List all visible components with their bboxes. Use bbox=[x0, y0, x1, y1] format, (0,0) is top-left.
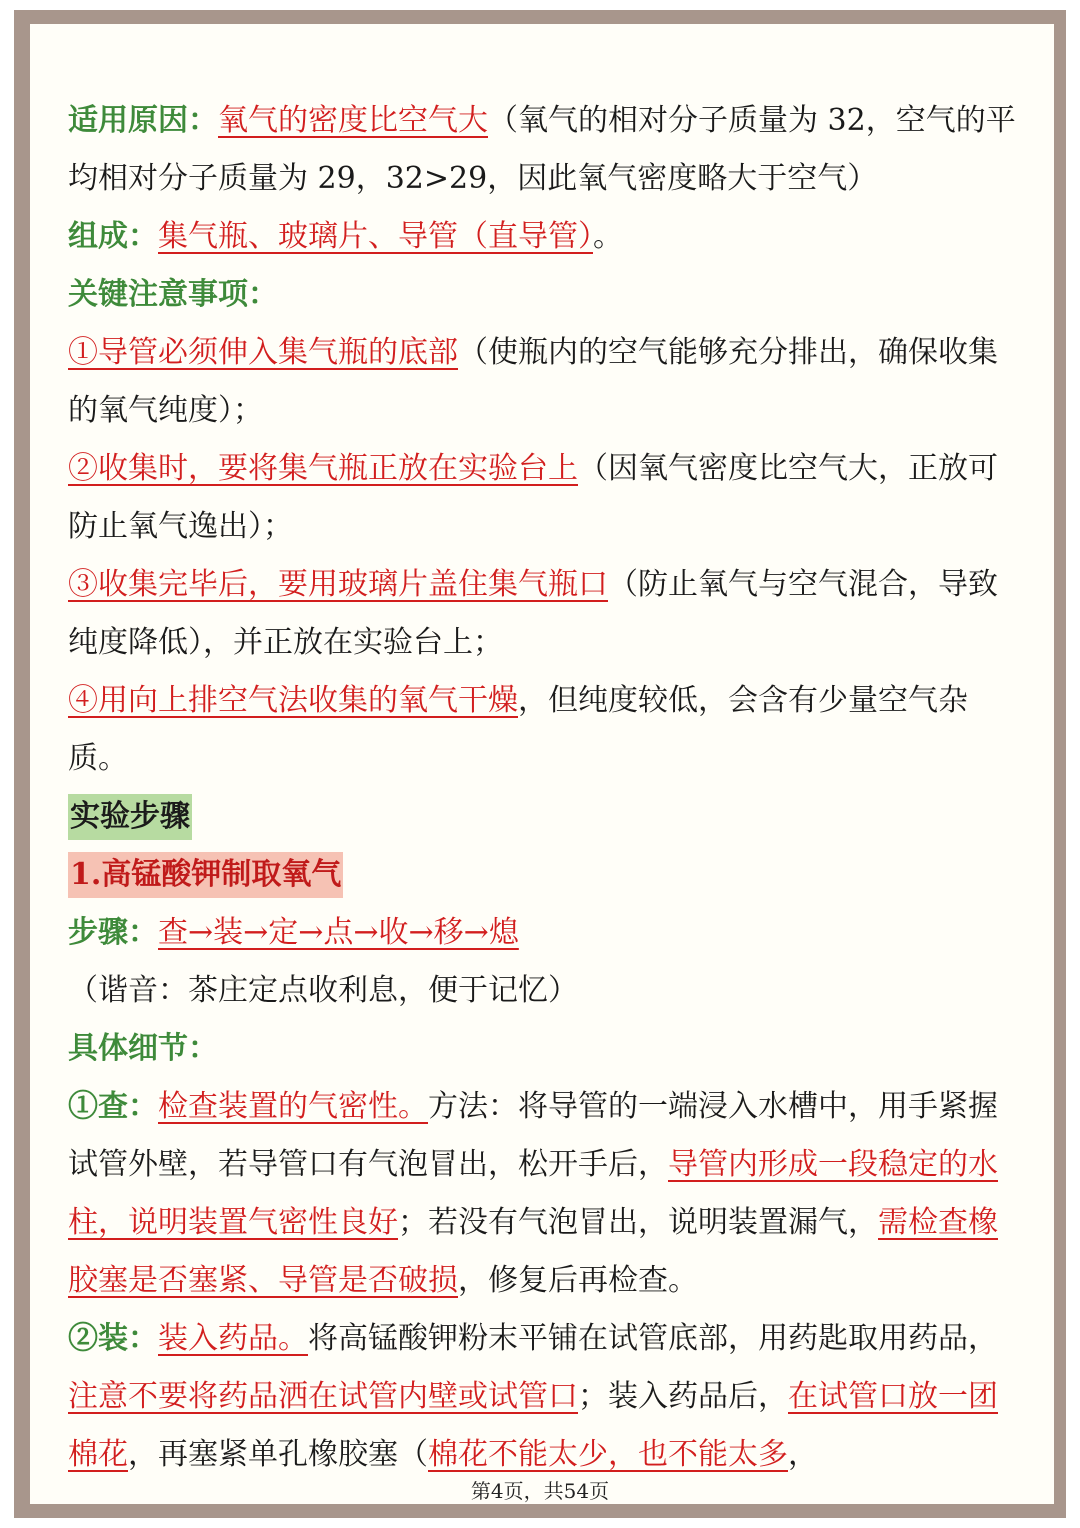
body-text: 将高锰酸钾粉末平铺在试管底部，用药匙取用药品， bbox=[308, 1321, 998, 1356]
page-footer: 第4页，共54页 bbox=[470, 1479, 610, 1503]
key-point: 氧气的密度比空气大 bbox=[218, 103, 488, 138]
body-text: ；装入药品后， bbox=[578, 1379, 788, 1414]
key-point: 注意不要将药品洒在试管内壁或试管口 bbox=[68, 1379, 578, 1414]
document-page bbox=[30, 24, 1054, 1504]
key-point: 在试管口放一团棉花 bbox=[68, 1379, 998, 1472]
key-point: ③收集完毕后，要用玻璃片盖住集气瓶口 bbox=[68, 567, 608, 602]
note-item-2 bbox=[68, 440, 1018, 556]
paragraph-details bbox=[68, 1020, 1018, 1078]
label-load: ②装： bbox=[68, 1321, 158, 1356]
body-text: ，再塞紧单孔橡胶塞（ bbox=[128, 1437, 428, 1472]
body-text: ， bbox=[788, 1437, 818, 1472]
key-point: 检查装置的气密性。 bbox=[158, 1089, 428, 1124]
document-body bbox=[68, 92, 1018, 1484]
section-heading-wrap bbox=[68, 788, 1018, 846]
body-text: （使瓶内的空气能够充分排出，确保收集的氧气纯度）； bbox=[68, 335, 998, 428]
body-text: 。 bbox=[593, 219, 623, 254]
page-frame bbox=[14, 10, 1066, 1518]
key-point: 集气瓶、玻璃片、导管（直导管） bbox=[158, 219, 593, 254]
label-check: ①查： bbox=[68, 1089, 158, 1124]
note-item-4 bbox=[68, 672, 1018, 788]
key-point: 查→装→定→点→收→移→熄 bbox=[158, 915, 519, 950]
body-text: （因氧气密度比空气大，正放可防止氧气逸出）； bbox=[68, 451, 998, 544]
note-item-1 bbox=[68, 324, 1018, 440]
body-text: （谐音：茶庄定点收利息，便于记忆） bbox=[68, 973, 578, 1008]
key-point: 需检查橡胶塞是否塞紧、导管是否破损 bbox=[68, 1205, 998, 1298]
key-point: ①导管必须伸入集气瓶的底部 bbox=[68, 335, 458, 370]
key-point: ④用向上排空气法收集的氧气干燥 bbox=[68, 683, 518, 718]
detail-load bbox=[68, 1310, 1018, 1484]
note-item-3 bbox=[68, 556, 1018, 672]
key-point: 导管内形成一段稳定的水柱，说明装置气密性良好 bbox=[68, 1147, 998, 1240]
body-text: ，但纯度较低，会含有少量空气杂质。 bbox=[68, 683, 968, 776]
label-reason: 适用原因： bbox=[68, 103, 218, 138]
detail-check bbox=[68, 1078, 1018, 1310]
key-point: 棉花不能太少，也不能太多 bbox=[428, 1437, 788, 1472]
key-point: 装入药品。 bbox=[158, 1321, 308, 1356]
section-heading: 实验步骤 bbox=[68, 794, 192, 840]
paragraph-key-notes bbox=[68, 266, 1018, 324]
label-steps: 步骤： bbox=[68, 915, 158, 950]
body-text: 方法：将导管的一端浸入水槽中，用手紧握试管外壁，若导管口有气泡冒出，松开手后， bbox=[68, 1089, 998, 1182]
key-point: ②收集时，要将集气瓶正放在实验台上 bbox=[68, 451, 578, 486]
label-key-notes: 关键注意事项： bbox=[68, 277, 278, 312]
body-text: （氧气的相对分子质量为 32，空气的平均相对分子质量为 29，32>29，因此氧气密度略大于空气） bbox=[68, 103, 1016, 196]
paragraph-composition bbox=[68, 208, 1018, 266]
body-text: ；若没有气泡冒出，说明装置漏气， bbox=[398, 1205, 878, 1240]
body-text: ，修复后再检查。 bbox=[458, 1263, 698, 1298]
label-details: 具体细节： bbox=[68, 1031, 218, 1066]
label-composition: 组成： bbox=[68, 219, 158, 254]
body-text: （防止氧气与空气混合，导致纯度降低），并正放在实验台上； bbox=[68, 567, 998, 660]
subsection-heading: 1.高锰酸钾制取氧气 bbox=[68, 852, 343, 898]
paragraph-steps bbox=[68, 904, 1018, 1020]
subsection-heading-wrap bbox=[68, 846, 1018, 904]
paragraph-reason bbox=[68, 92, 1018, 208]
